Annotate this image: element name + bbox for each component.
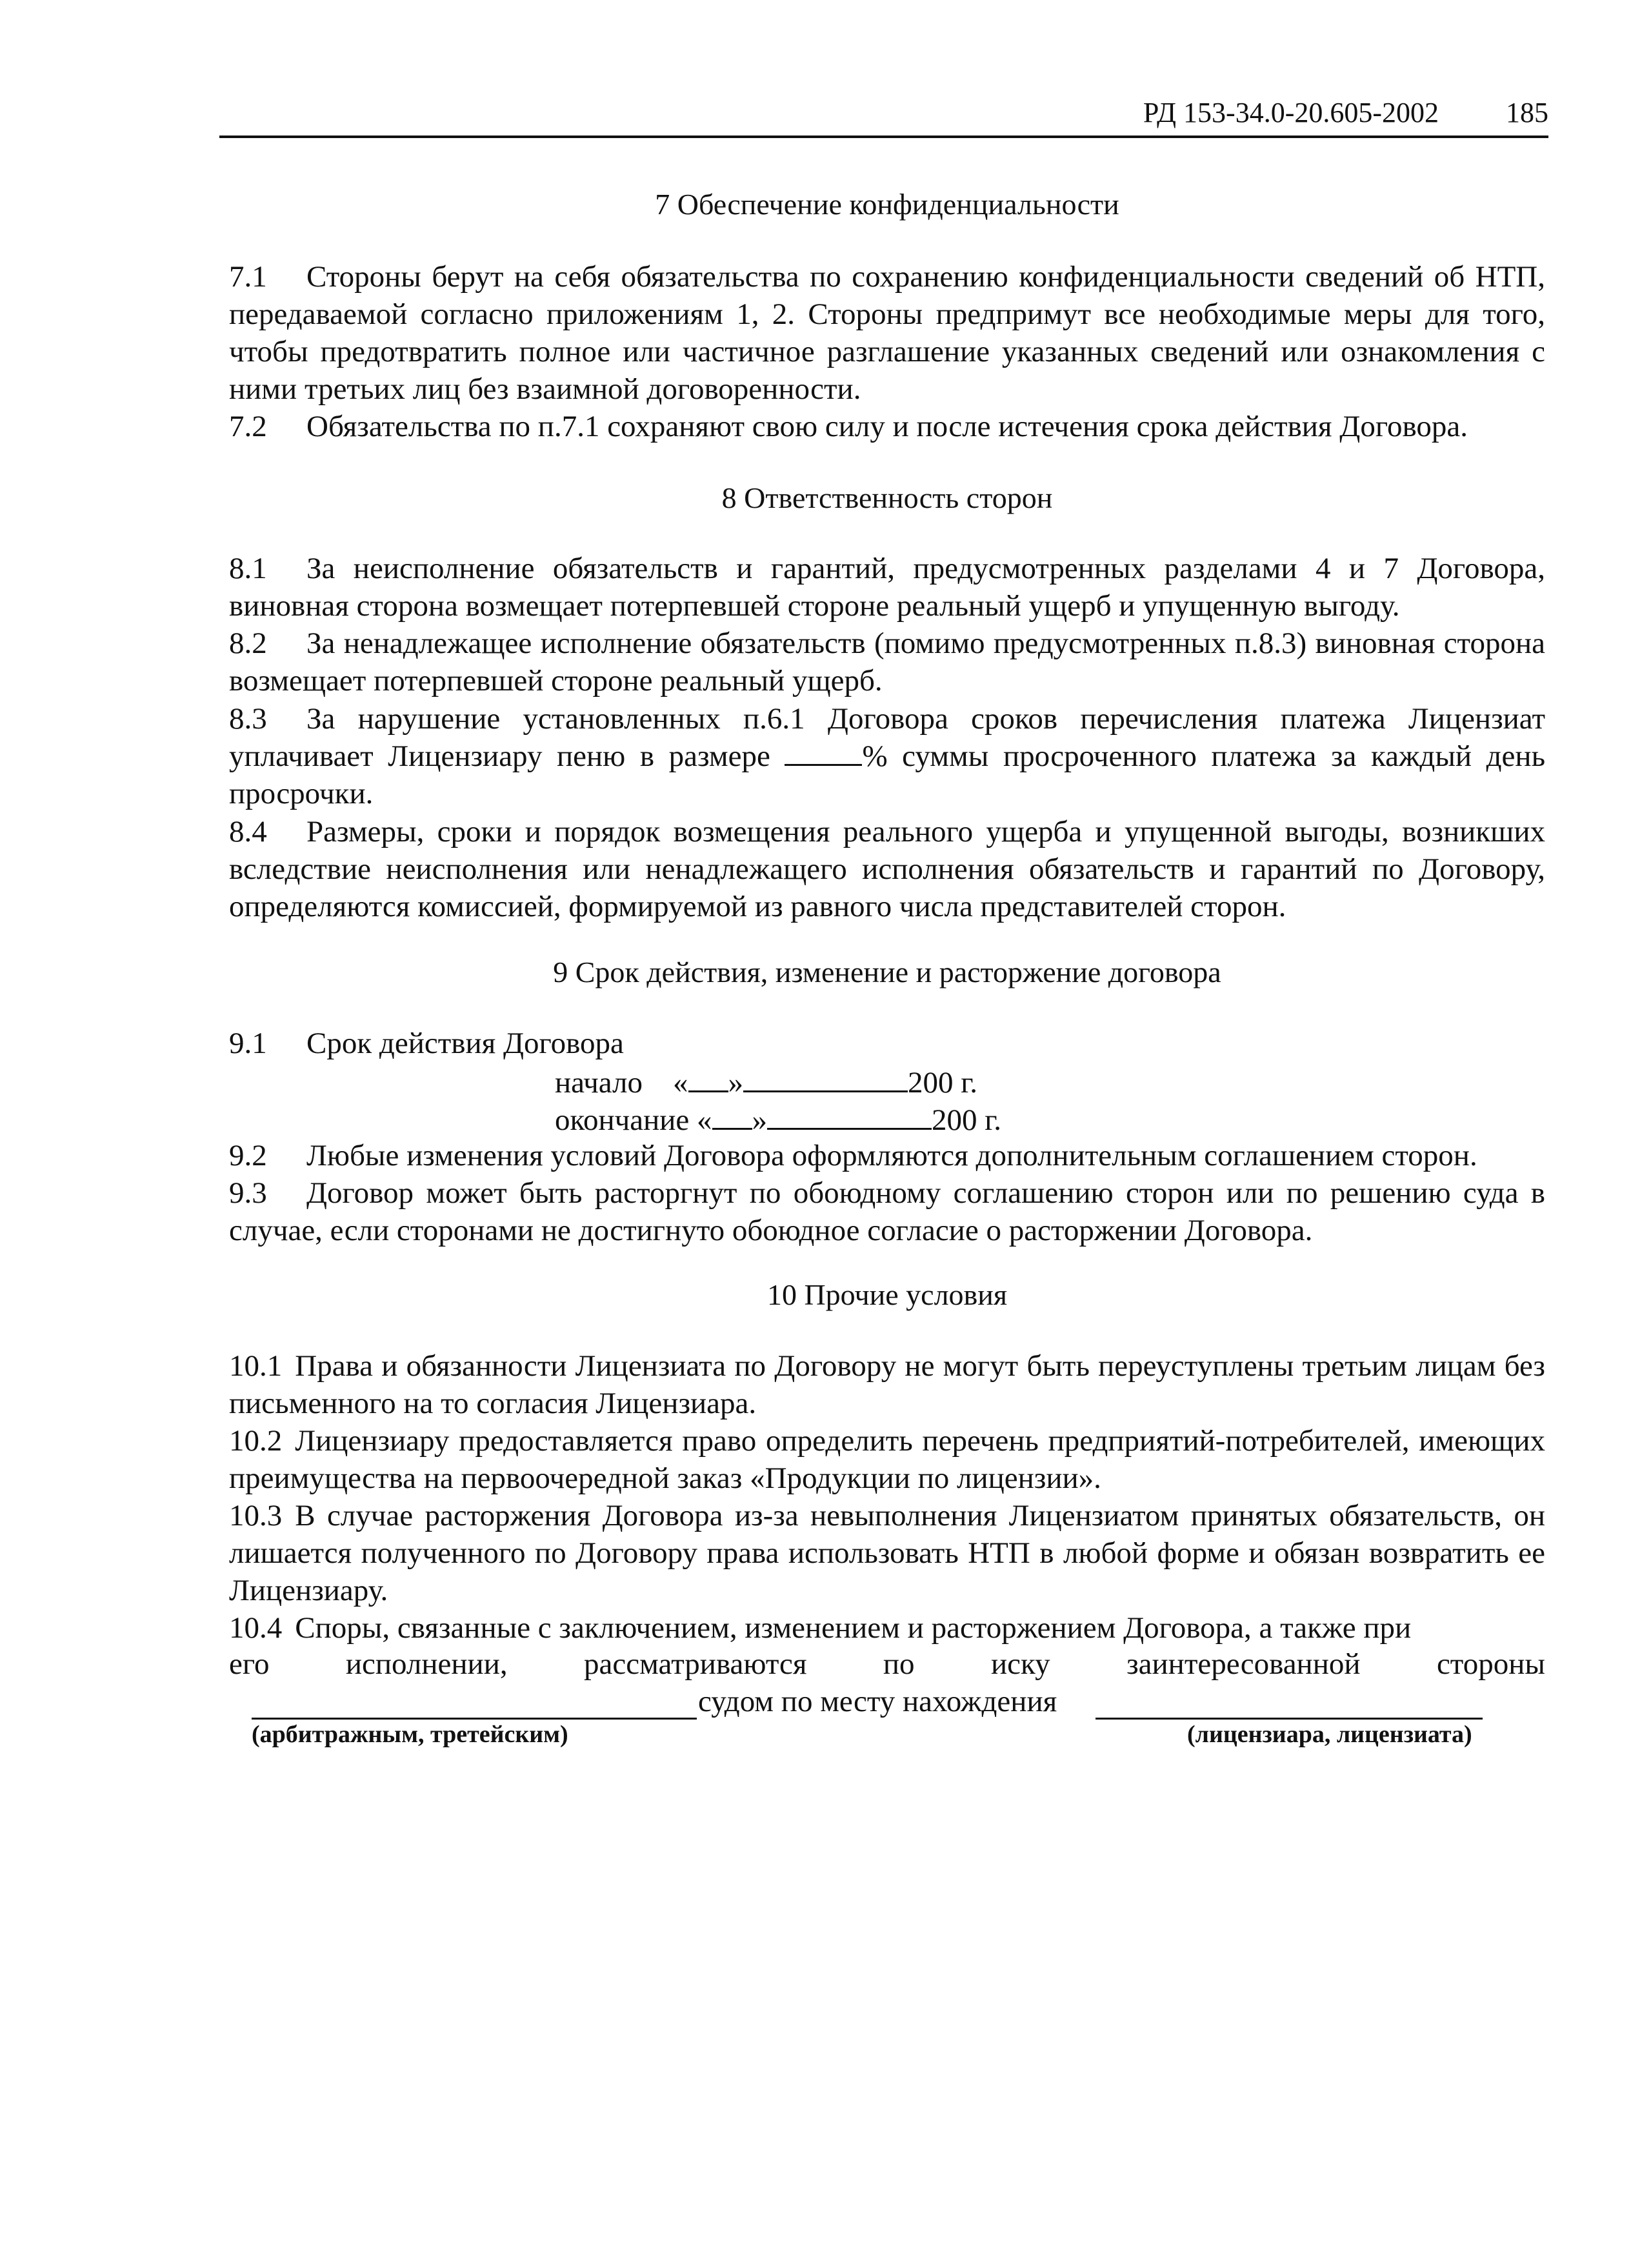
clause-text: Договор может быть расторгнут по обоюдному соглашению сторон или по решению суда в случае, если сторонами не достигнуто обоюдное согласие о расторжении Договора. [229, 1176, 1545, 1247]
word: по [883, 1647, 915, 1681]
section-8-title: 8 Ответственность сторон [721, 481, 1053, 514]
open-quote: « [673, 1066, 688, 1099]
clause-text: Споры, связанные с заключением, изменением и расторжением Договора, а также при [295, 1611, 1412, 1645]
clause-text: Размеры, сроки и порядок возмещения реального ущерба и упущенной выгоды, возникших вследствие неисполнения или ненадлежащего исполнения обязательств и гарантий по Договору, определяются комиссией, формируемой из равного числа представителей сторон. [229, 815, 1545, 923]
clause-text: Лицензиару предоставляется право определить перечень предприятий-потребителей, имеющих преимущества на первоочередной заказ «Продукции по лицензии». [229, 1424, 1545, 1495]
penalty-percent-blank [785, 764, 862, 766]
clause-text: За ненадлежащее исполнение обязательств (помимо предусмотренных п.8.3) виновная сторона возмещает потерпевшей стороне реальный ущерб. [229, 627, 1545, 697]
clause-text: За неисполнение обязательств и гарантий, предусмотренных разделами 4 и 7 Договора, виновная сторона возмещает потерпевшей стороне реальный ущерб и упущенную выгоду. [229, 552, 1545, 623]
clause-number: 10.2 [229, 1424, 283, 1458]
year-label: 200 г. [932, 1103, 1001, 1137]
clause-8-4 [229, 813, 1545, 925]
clause-number: 9.1 [229, 1027, 267, 1060]
month-blank [743, 1062, 908, 1092]
page-number: 185 [1506, 97, 1548, 128]
month-blank [767, 1099, 932, 1130]
court-type-caption: (арбитражным, третейским) [252, 1721, 568, 1748]
clause-text: За нарушение установленных п.6.1 Договора сроков перечисления платежа Лицензиат уплачивает Лицензиару пеню в размере [229, 702, 1545, 773]
word: его [229, 1647, 270, 1681]
clause-8-3 [229, 700, 1545, 812]
clause-number: 7.2 [229, 410, 267, 443]
word: исполнении, [345, 1647, 508, 1681]
location-caption: (лицензиара, лицензиата) [1187, 1721, 1472, 1748]
clause-text: Любые изменения условий Договора оформляются дополнительным соглашением сторон. [306, 1139, 1477, 1172]
close-quote: » [752, 1103, 768, 1137]
page-header [219, 90, 1548, 138]
clause-9-1 [229, 1025, 1545, 1062]
clause-8-2 [229, 625, 1545, 699]
clause-number: 8.1 [229, 552, 267, 585]
day-blank [688, 1062, 728, 1092]
court-type-blank [252, 1718, 697, 1720]
location-blank [1096, 1718, 1483, 1720]
clause-number: 10.4 [229, 1611, 283, 1645]
word: рассматриваются [584, 1647, 807, 1681]
clause-10-2 [229, 1422, 1545, 1497]
clause-number: 8.2 [229, 627, 267, 660]
clause-10-4-line2 [229, 1647, 1545, 1681]
document-code: РД 153-34.0-20.605-2002 [1143, 97, 1439, 128]
section-10-title: 10 Прочие условия [766, 1278, 1008, 1311]
court-text: судом по месту нахождения [698, 1685, 1057, 1718]
clause-8-1 [229, 550, 1545, 625]
clause-10-4 [229, 1609, 1545, 1647]
clause-10-1 [229, 1347, 1545, 1422]
close-quote: » [728, 1066, 743, 1099]
clause-number: 8.4 [229, 815, 267, 848]
clause-text: Обязательства по п.7.1 сохраняют свою силу и после истечения срока действия Договора. [306, 410, 1468, 443]
clause-number: 7.1 [229, 260, 267, 294]
term-end-row [555, 1099, 1001, 1138]
word: стороны [1436, 1647, 1545, 1681]
clause-9-3 [229, 1174, 1545, 1249]
clause-number: 9.3 [229, 1176, 267, 1210]
clause-text: Права и обязанности Лицензиата по Договору не могут быть переуступлены третьим лицам без письменного на то согласия Лицензиара. [229, 1349, 1545, 1420]
clause-10-3 [229, 1497, 1545, 1609]
clause-text: В случае расторжения Договора из-за невыполнения Лицензиатом принятых обязательств, он лишается полученного по Договору права использовать НТП в любой форме и обязан возвратить ее Лицензиару. [229, 1499, 1545, 1607]
term-start-row [555, 1062, 977, 1100]
clause-text: Стороны берут на себя обязательства по сохранению конфиденциальности сведений об НТП, передаваемой согласно приложениям 1, 2. Стороны предпримут все необходимые меры для того, чтобы предотвратить полное или частичное разглашение указанных сведений или ознакомления с ними третьих лиц без взаимной договоренности. [229, 260, 1545, 406]
term-start-label: начало [555, 1066, 643, 1099]
clause-text-continued: % суммы просроченного платежа за каждый день просрочки. [229, 739, 1545, 810]
clause-number: 10.1 [229, 1349, 283, 1383]
section-7-title: 7 Обеспечение конфиденциальности [655, 188, 1119, 221]
clause-text: Срок действия Договора [306, 1027, 624, 1060]
open-quote: « [697, 1103, 712, 1137]
clause-number: 8.3 [229, 702, 267, 736]
term-end-label: окончание [555, 1103, 690, 1137]
section-9-title: 9 Срок действия, изменение и расторжение договора [553, 956, 1221, 988]
year-label: 200 г. [908, 1066, 977, 1099]
court-line [252, 1684, 1542, 1723]
clause-number: 9.2 [229, 1139, 267, 1172]
word: иску [990, 1647, 1050, 1681]
clause-number: 10.3 [229, 1499, 283, 1532]
word: заинтересованной [1126, 1647, 1361, 1681]
clause-7-1 [229, 258, 1545, 408]
clause-9-2 [229, 1137, 1545, 1174]
clause-7-2 [229, 408, 1545, 445]
day-blank [712, 1099, 752, 1130]
